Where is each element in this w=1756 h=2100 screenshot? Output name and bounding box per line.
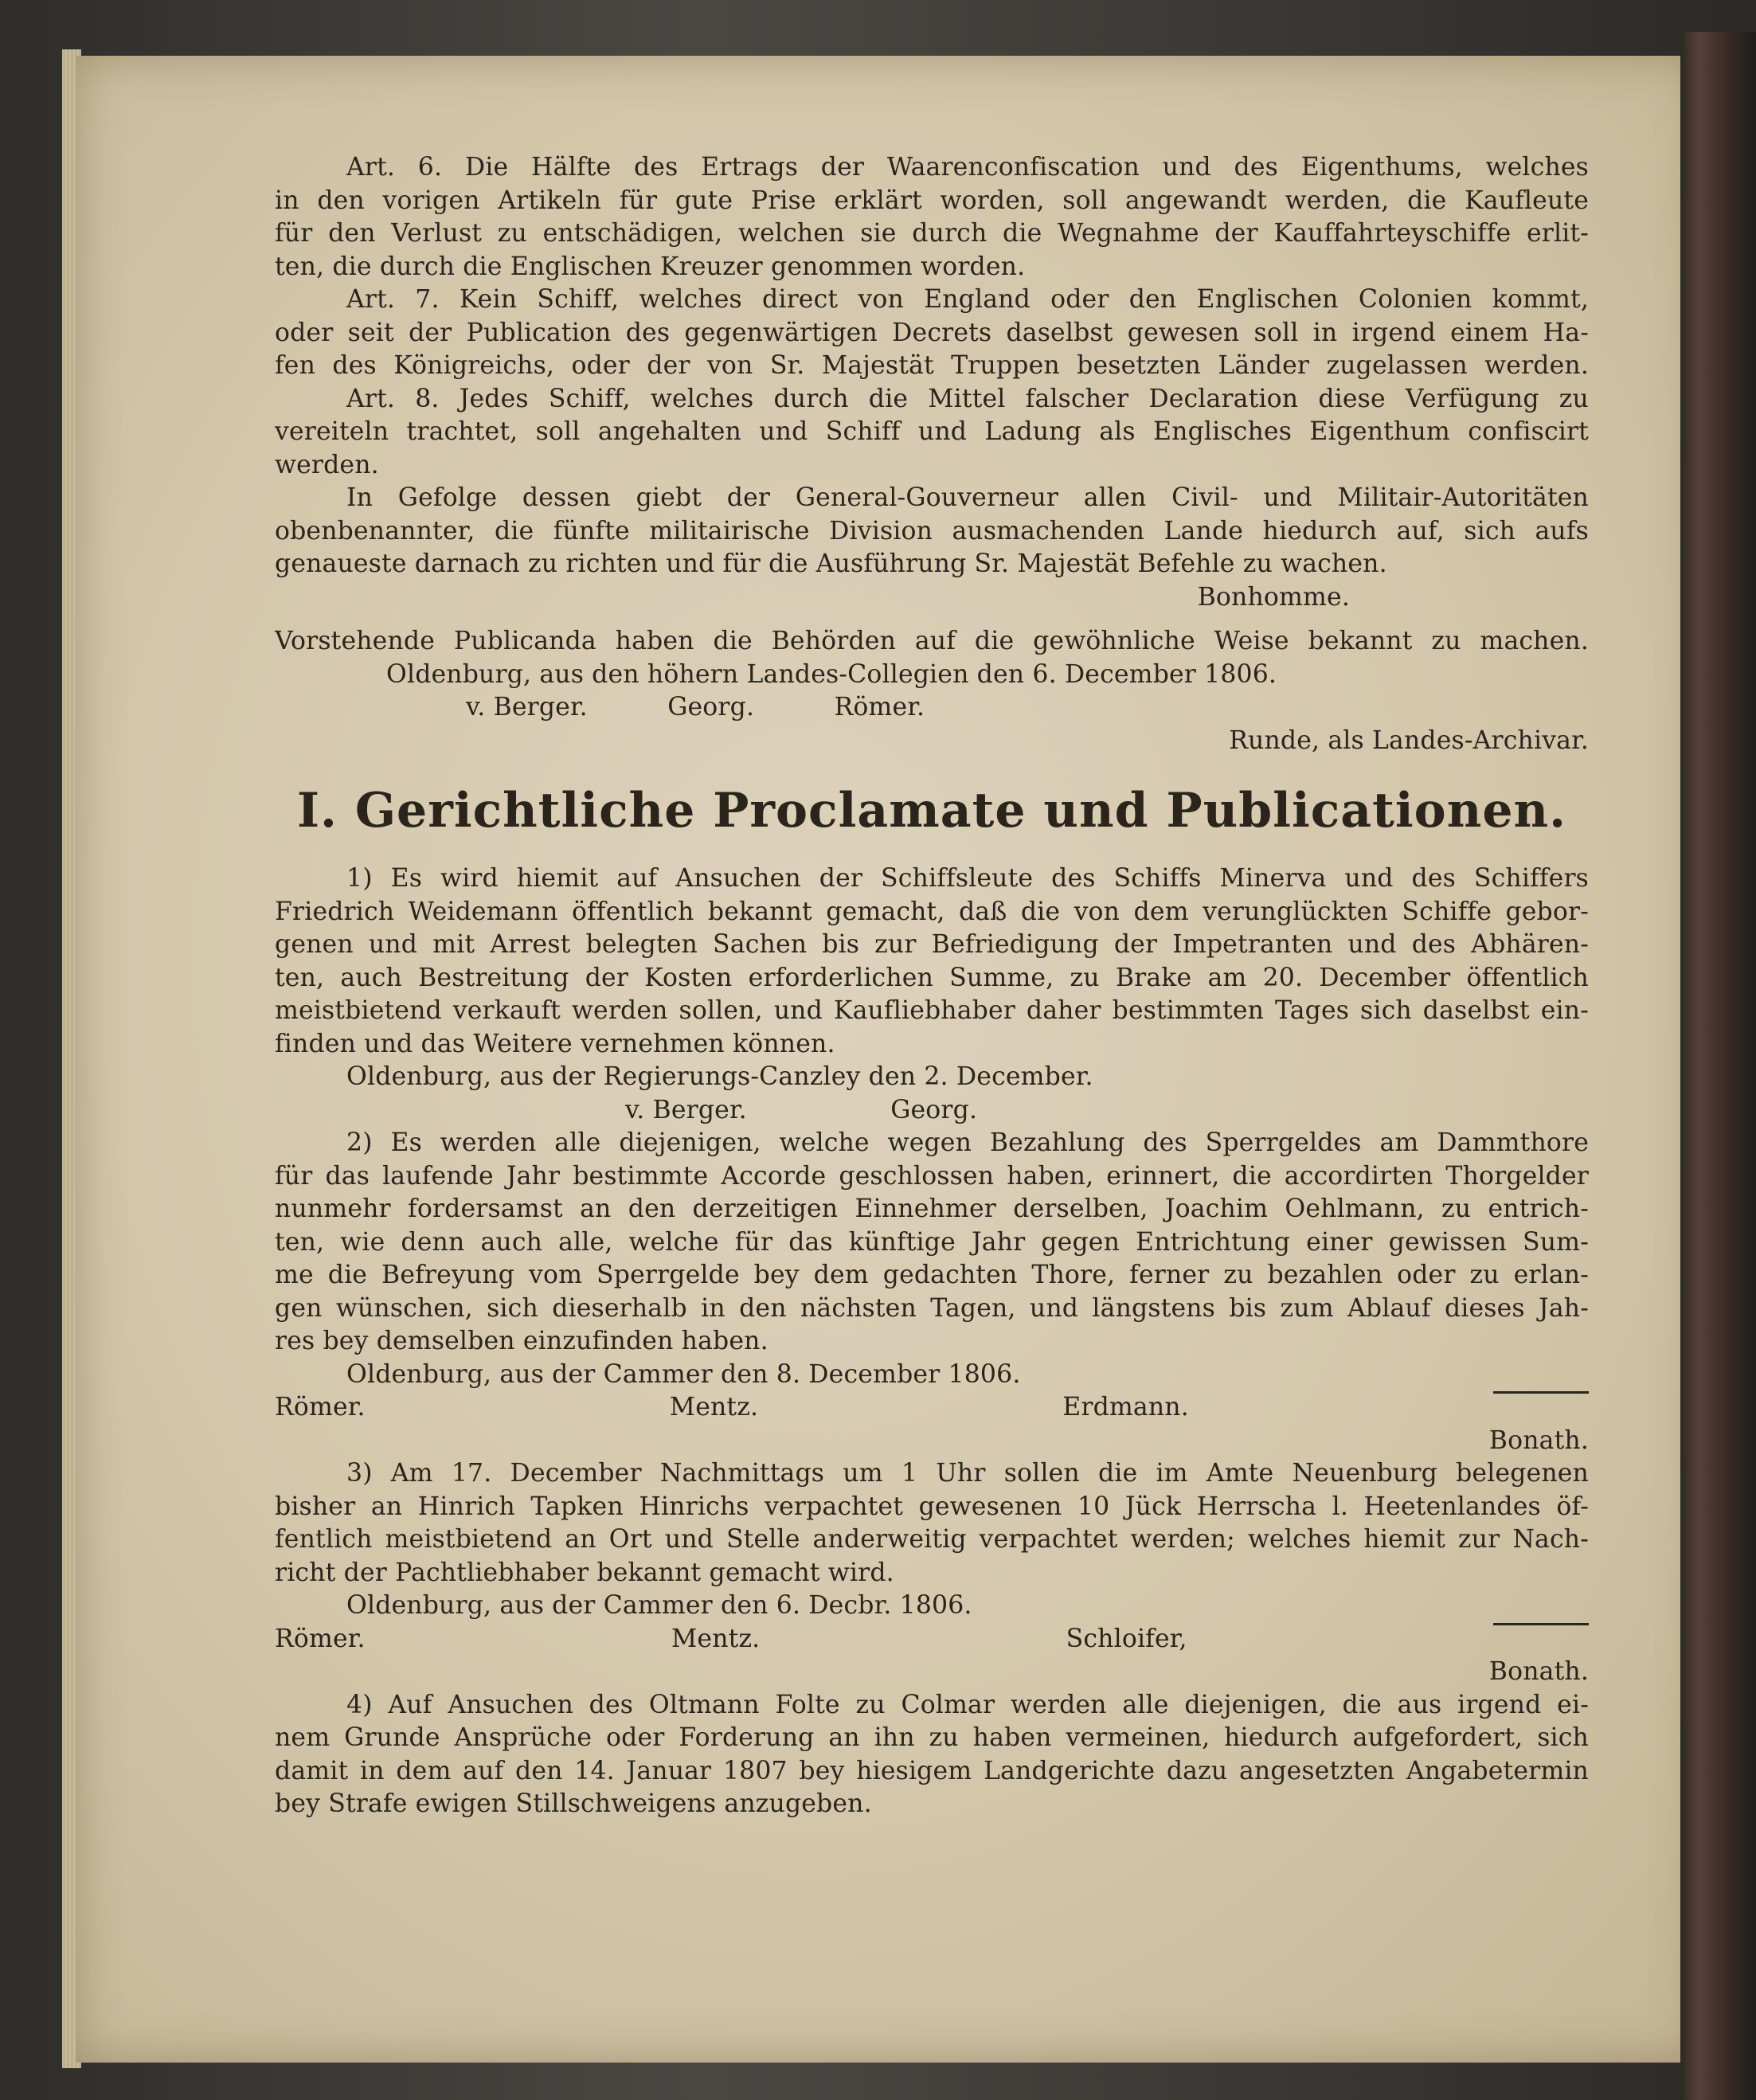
text-line: werden. [275, 450, 379, 479]
text-line: finden und das Weitere vernehmen können. [275, 1029, 835, 1058]
text-line: Friedrich Weidemann öffentlich bekannt gemacht, daß die von dem verunglückten Schiffe gebor- [275, 897, 1589, 926]
signature-dash [1493, 1623, 1589, 1656]
text-line: für das laufende Jahr bestimmte Accorde geschlossen haben, erinnert, die accordirten Thorgelder [275, 1161, 1589, 1191]
signers-row [275, 1623, 1589, 1656]
text-line: me die Befreyung vom Sperrgelde bey dem gedachten Thore, ferner zu bezahlen oder zu erlan- [275, 1261, 1589, 1289]
signer: Erdmann. [1062, 1393, 1189, 1422]
text-line: 2) Es werden alle diejenigen, welche wegen Bezahlung des Sperrgeldes am Dammthore [346, 1128, 1589, 1157]
signer: Schloifer, [1066, 1624, 1187, 1653]
place-date: Oldenburg, aus der Cammer den 6. Decbr. 1806. [346, 1591, 972, 1620]
signer: Mentz. [671, 1624, 761, 1653]
signer: v. Berger. [625, 1095, 747, 1124]
text-line: oder seit der Publication des gegenwärtigen Decrets daselbst gewesen soll in irgend einem Ha- [275, 318, 1589, 347]
text-line: 4) Auf Ansuchen des Oltmann Folte zu Colmar werden alle diejenigen, die aus irgend ei- [346, 1690, 1589, 1719]
text-line: nem Grunde Ansprüche oder Forderung an ihn zu haben vermeinen, hiedurch aufgefordert, sich [275, 1723, 1589, 1752]
signer: Mentz. [669, 1393, 759, 1422]
text-line: res bey demselben einzufinden haben. [275, 1327, 768, 1355]
text-line: gen wünschen, sich dieserhalb in den nächsten Tagen, und längstens bis zum Ablauf dieses Jah- [275, 1293, 1589, 1323]
text-line: bisher an Hinrich Tapken Hinrichs verpachtet gewesenen 10 Jück Herrscha l. Heetenlandes öf- [275, 1492, 1589, 1521]
article-8 [275, 383, 1589, 483]
book-gutter [1680, 32, 1756, 2100]
signer-last: Bonath. [1488, 1657, 1589, 1686]
notice-4 [275, 1689, 1589, 1821]
signer: Römer. [834, 693, 925, 722]
article-7 [275, 284, 1589, 383]
section-heading: I. Gerichtliche Proclamate und Publicationen. [296, 783, 1567, 839]
text-line: genaueste darnach zu richten und für die Ausführung Sr. Majestät Befehle zu wachen. [275, 549, 1387, 578]
place-date: Oldenburg, aus der Regierungs-Canzley den 2. December. [346, 1062, 1093, 1091]
text-line: Art. 6. Die Hälfte des Ertrags der Waarenconfiscation und des Eigenthums, welches [346, 153, 1589, 182]
signers-row [275, 1391, 1589, 1425]
text-line: meistbietend verkauft werden sollen, und Kaufliebhaber daher bestimmten Tages sich daselbst ein- [275, 996, 1589, 1025]
place-date: Oldenburg, aus den höhern Landes-Collegien den 6. December 1806. [386, 659, 1277, 689]
article-6 [275, 151, 1589, 284]
notice-2 [275, 1127, 1589, 1457]
signer-last: Bonath. [1488, 1425, 1589, 1455]
text-line: nunmehr fordersamst an den derzeitigen Einnehmer derselben, Joachim Oehlmann, zu entrich- [275, 1195, 1589, 1223]
notice-3 [275, 1457, 1589, 1689]
text-line: damit in dem auf den 14. Januar 1807 bey hiesigem Landgerichte dazu angesetzten Angabetermin [275, 1756, 1589, 1785]
signer: v. Berger. [466, 693, 588, 722]
text-line: in den vorigen Artikeln für gute Prise erklärt worden, soll angewandt werden, die Kaufleute [275, 186, 1589, 215]
text-line: genen und mit Arrest belegten Sachen bis zur Befriedigung der Impetranten und des Abhären- [275, 930, 1589, 959]
notice-1 [275, 862, 1589, 1127]
text-line: für den Verlust zu entschädigen, welchen sie durch die Wegnahme der Kauffahrteyschiffe erlit- [275, 219, 1589, 248]
signers-row [275, 1094, 1589, 1128]
signer: Römer. [275, 1393, 366, 1422]
text-line: bey Strafe ewigen Stillschweigens anzugeben. [275, 1789, 872, 1818]
text-line: ten, wie denn auch alle, welche für das künftige Jahr gegen Entrichtung einer gewissen Sum- [275, 1227, 1589, 1257]
decree-paragraph [275, 482, 1589, 581]
text-line: Art. 8. Jedes Schiff, welches durch die Mittel falscher Declaration diese Verfügung zu [346, 384, 1589, 413]
signer: Georg. [667, 693, 755, 722]
signature-dash [1493, 1391, 1589, 1425]
page-text [275, 151, 1589, 1821]
text-line: fen des Königreichs, oder der von Sr. Majestät Truppen besetzten Länder zugelassen werden. [275, 351, 1589, 380]
text-line: vereiteln trachtet, soll angehalten und Schiff und Ladung als Englisches Eigenthum confiscirt [275, 417, 1589, 446]
publication-notice: Vorstehende Publicanda haben die Behörden auf die gewöhnliche Weise bekannt zu machen. [275, 627, 1589, 655]
signer: Römer. [275, 1624, 366, 1653]
signer: Georg. [890, 1095, 978, 1124]
place-date: Oldenburg, aus der Cammer den 8. December 1806. [346, 1359, 1021, 1389]
text-line: ten, die durch die Englischen Kreuzer genommen worden. [275, 252, 1026, 281]
text-line: 3) Am 17. December Nachmittags um 1 Uhr sollen die im Amte Neuenburg belegenen [346, 1459, 1589, 1488]
text-line: ten, auch Bestreitung der Kosten erforderlichen Summe, zu Brake am 20. December öffentlich [275, 963, 1589, 992]
text-line: Art. 7. Kein Schiff, welches direct von England oder den Englischen Colonien kommt, [346, 285, 1589, 314]
text-line: 1) Es wird hiemit auf Ansuchen der Schiffsleute des Schiffs Minerva und des Schiffers [346, 864, 1589, 893]
signature-bonhomme: Bonhomme. [1197, 582, 1350, 612]
archivar-signature: Runde, als Landes-Archivar. [1229, 725, 1589, 755]
text-line: In Gefolge dessen giebt der General-Gouverneur allen Civil- und Militair-Autoritäten [346, 483, 1589, 512]
signers-row [275, 691, 1589, 725]
text-line: obenbenannter, die fünfte militairische Division ausmachenden Lande hiedurch auf, sich aufs [275, 516, 1589, 546]
text-line: fentlich meistbietend an Ort und Stelle anderweitig verpachtet werden; welches hiemit zur Nach- [275, 1525, 1589, 1554]
text-line: richt der Pachtliebhaber bekannt gemacht wird. [275, 1558, 894, 1587]
